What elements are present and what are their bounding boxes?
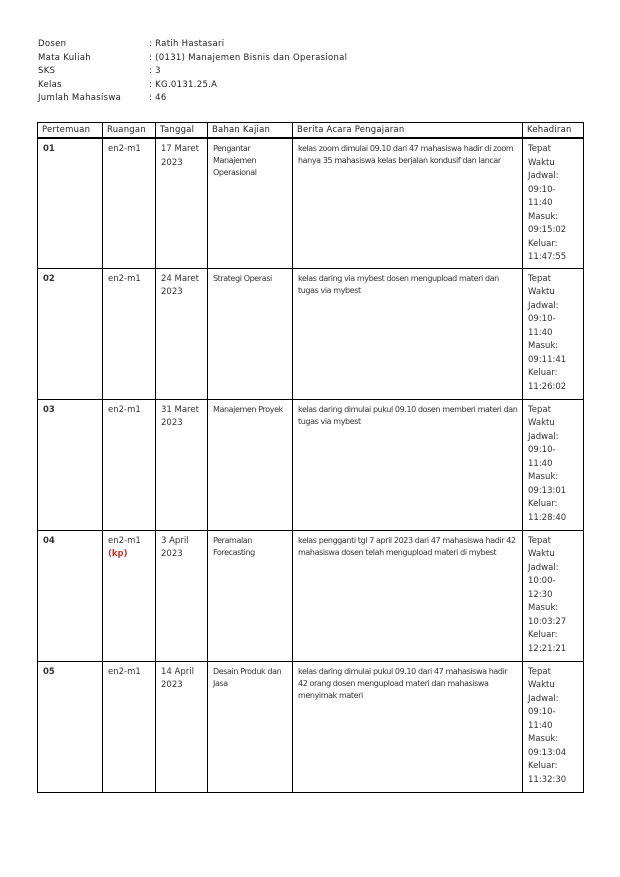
- info-label: Mata Kuliah: [38, 52, 91, 63]
- kehadiran-line: 11:32:30: [528, 774, 567, 785]
- kehadiran-line: 09:11:41: [528, 354, 567, 365]
- kehadiran-line: Waktu: [528, 157, 555, 168]
- info-label: Jumlah Mahasiswa: [38, 93, 122, 103]
- ruangan-code: en2-m1: [108, 666, 141, 677]
- ruangan-code: en2-m1: [108, 144, 141, 154]
- cell-tanggal: 14 April 2023: [156, 661, 208, 792]
- kehadiran-line: Keluar:: [528, 761, 558, 771]
- kehadiran-line: 11:26:02: [528, 381, 567, 392]
- header-bahan-kajian: Bahan Kajian: [208, 123, 293, 139]
- cell-tanggal: 24 Maret 2023: [156, 268, 208, 399]
- header-kehadiran: Kehadiran: [523, 123, 584, 139]
- kehadiran-line: 11:40: [528, 327, 553, 338]
- kehadiran-line: Tepat: [528, 666, 551, 677]
- kehadiran-line: Jadwal:: [528, 171, 559, 181]
- cell-pertemuan: 04: [38, 530, 103, 661]
- cell-tanggal: 17 Maret 2023: [156, 138, 208, 268]
- cell-pertemuan: 01: [38, 138, 103, 268]
- kehadiran-line: 11:47:55: [528, 252, 567, 262]
- kehadiran-line: 12:30: [528, 589, 553, 600]
- cell-ruangan: [103, 399, 156, 530]
- kehadiran-line: Waktu: [528, 418, 555, 428]
- cell-pertemuan: 03: [38, 399, 103, 530]
- cell-berita-acara: kelas daring dimulai pukul 09.10 dosen memberi materi dan tugas via mybest: [293, 399, 523, 530]
- cell-ruangan: [103, 138, 156, 268]
- info-row-sks: [38, 65, 347, 79]
- table-header-row: [38, 123, 584, 139]
- kehadiran-line: Waktu: [528, 680, 555, 690]
- cell-tanggal: 31 Maret 2023: [156, 399, 208, 530]
- kehadiran-line: 11:40: [528, 198, 553, 208]
- table-row: [38, 530, 584, 661]
- kehadiran-line: 09:10-: [528, 184, 556, 195]
- kehadiran-line: 09:10-: [528, 314, 556, 324]
- info-value: : (0131) Manajemen Bisnis dan Operasional: [149, 52, 348, 63]
- kehadiran-line: 09:13:04: [528, 747, 567, 758]
- cell-kehadiran: [523, 530, 584, 661]
- info-row-mata-kuliah: [38, 52, 347, 66]
- kehadiran-line: Tepat: [528, 273, 551, 284]
- info-value: : KG.0131.25.A: [149, 79, 218, 90]
- header-ruangan: Ruangan: [103, 123, 156, 139]
- kehadiran-line: Tepat: [528, 404, 551, 415]
- cell-ruangan: [103, 661, 156, 792]
- cell-ruangan: [103, 530, 156, 661]
- course-info: [38, 38, 347, 106]
- info-row-kelas: [38, 79, 347, 93]
- kehadiran-line: Masuk:: [528, 734, 559, 744]
- kehadiran-line: 10:03:27: [528, 616, 567, 627]
- info-label: Dosen: [38, 39, 67, 49]
- header-berita-acara: Berita Acara Pengajaran: [293, 123, 523, 139]
- kehadiran-line: Jadwal:: [528, 300, 559, 311]
- kehadiran-line: 11:40: [528, 720, 553, 731]
- kehadiran-line: Jadwal:: [528, 693, 559, 704]
- kehadiran-line: Masuk:: [528, 211, 559, 222]
- cell-bahan-kajian: Manajemen Proyek: [208, 399, 293, 530]
- info-value: : 3: [149, 66, 161, 76]
- kehadiran-line: Keluar:: [528, 368, 558, 378]
- kehadiran-line: Waktu: [528, 287, 555, 297]
- ruangan-code: en2-m1: [108, 404, 141, 415]
- kehadiran-line: 09:10-: [528, 445, 556, 455]
- table-row: [38, 138, 584, 268]
- cell-bahan-kajian: Strategi Operasi: [208, 268, 293, 399]
- cell-ruangan: [103, 268, 156, 399]
- cell-berita-acara: kelas zoom dimulai 09.10 dari 47 mahasiswa hadir di zoom hanya 35 mahasiswa kelas berjalan kondusif dan lancar: [293, 138, 523, 268]
- cell-berita-acara: kelas daring dimulai pukul 09.10 dari 47 mahasiswa hadir 42 orang dosen mengupload materi dan mahasiswa menyimak materi: [293, 661, 523, 792]
- kehadiran-line: 10:00-: [528, 576, 556, 586]
- kehadiran-line: 11:28:40: [528, 512, 567, 523]
- table-row: [38, 399, 584, 530]
- cell-kehadiran: [523, 661, 584, 792]
- kehadiran-line: 09:10-: [528, 707, 556, 717]
- ruangan-code: en2-m1: [108, 535, 141, 546]
- kehadiran-line: 12:21:21: [528, 643, 567, 654]
- cell-pertemuan: 02: [38, 268, 103, 399]
- info-label: SKS: [38, 66, 56, 76]
- kehadiran-line: Jadwal:: [528, 431, 559, 442]
- cell-berita-acara: kelas pengganti tgl 7 april 2023 dari 47 mahasiswa hadir 42 mahasiswa dosen telah mengupload materi di mybest: [293, 530, 523, 661]
- kehadiran-line: Masuk:: [528, 341, 559, 351]
- cell-kehadiran: [523, 268, 584, 399]
- kehadiran-line: Tepat: [528, 535, 551, 546]
- kehadiran-line: Masuk:: [528, 603, 559, 613]
- cell-bahan-kajian: Pengantar Manajemen Operasional: [208, 138, 293, 268]
- kehadiran-line: Masuk:: [528, 472, 559, 482]
- info-value: : 46: [149, 93, 167, 103]
- kehadiran-line: Tepat: [528, 144, 551, 154]
- cell-bahan-kajian: Peramalan Forecasting: [208, 530, 293, 661]
- kehadiran-line: 09:13:01: [528, 485, 567, 496]
- kehadiran-line: Jadwal:: [528, 562, 559, 573]
- info-label: Kelas: [38, 79, 62, 90]
- kehadiran-line: Keluar:: [528, 499, 558, 509]
- cell-bahan-kajian: Desain Produk dan Jasa: [208, 661, 293, 792]
- ruangan-code: en2-m1: [108, 273, 141, 284]
- table-row: [38, 661, 584, 792]
- header-pertemuan: Pertemuan: [38, 123, 103, 139]
- header-tanggal: Tanggal: [156, 123, 208, 139]
- kehadiran-line: Keluar:: [528, 630, 558, 640]
- kehadiran-line: 11:40: [528, 458, 553, 469]
- info-value: : Ratih Hastasari: [149, 39, 225, 49]
- info-row-dosen: [38, 38, 347, 52]
- table-row: [38, 268, 584, 399]
- kehadiran-line: Waktu: [528, 549, 555, 559]
- cell-kehadiran: [523, 399, 584, 530]
- attendance-table: [37, 122, 584, 793]
- cell-berita-acara: kelas daring via mybest dosen mengupload materi dan tugas via mybest: [293, 268, 523, 399]
- ruangan-tag: (kp): [108, 549, 128, 559]
- cell-kehadiran: [523, 138, 584, 268]
- cell-tanggal: 3 April 2023: [156, 530, 208, 661]
- kehadiran-line: Keluar:: [528, 238, 558, 249]
- info-row-jumlah-mahasiswa: [38, 92, 347, 106]
- cell-pertemuan: 05: [38, 661, 103, 792]
- kehadiran-line: 09:15:02: [528, 225, 567, 235]
